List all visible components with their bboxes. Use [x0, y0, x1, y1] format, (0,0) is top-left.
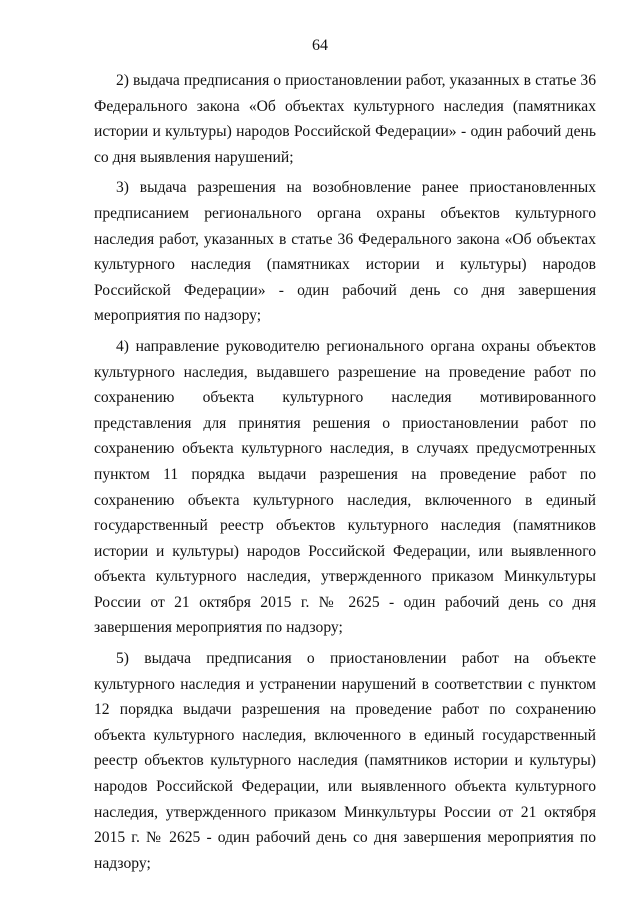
paragraph-item-4: 4) направление руководителю регионального органа охраны объектов культурного наследия, выдавшего разрешение на проведение работ по сохранению объекта культурного наследия мотивированного представления для принятия решения о приостановлении работ по сохранению объекта культурного наследия, в случаях предусмотренных пунктом 11 порядка выдачи разрешения на проведение работ по сохранению объекта культурного наследия, включенного в единый государственный реестр объектов культурного наследия (памятников истории и культуры) народов Российской Федерации, или выявленного объекта культурного наследия, утвержденного приказом Минкультуры России от 21 октября 2015 г. № 2625 - один рабочий день со дня завершения мероприятия по надзору;	[94, 337, 596, 637]
document-body	[94, 68, 596, 876]
paragraph-item-5: 5) выдача предписания о приостановлении работ на объекте культурного наследия и устранении нарушений в соответствии с пунктом 12 порядка выдачи разрешения на проведение работ по сохранению объекта культурного наследия, включенного в единый государственный реестр объектов культурного наследия (памятников истории и культуры) народов Российской Федерации, или выявленного объекта культурного наследия, утвержденного приказом Минкультуры России от 21 октября 2015 г. № 2625 - один рабочий день со дня завершения мероприятия по надзору;	[94, 650, 596, 872]
paragraph-item-3: 3) выдача разрешения на возобновление ранее приостановленных предписанием регионального органа охраны объектов культурного наследия работ, указанных в статье 36 Федерального закона «Об объектах культурного наследия (памятниках истории и культуры) народов Российской Федерации» - один рабочий день со дня завершения мероприятия по надзору;	[94, 179, 596, 325]
paragraph-item-2: 2) выдача предписания о приостановлении работ, указанных в статье 36 Федерального закона «Об объектах культурного наследия (памятниках истории и культуры) народов Российской Федерации» - один рабочий день со дня выявления нарушений;	[94, 72, 596, 166]
page-number: 64	[312, 37, 328, 54]
